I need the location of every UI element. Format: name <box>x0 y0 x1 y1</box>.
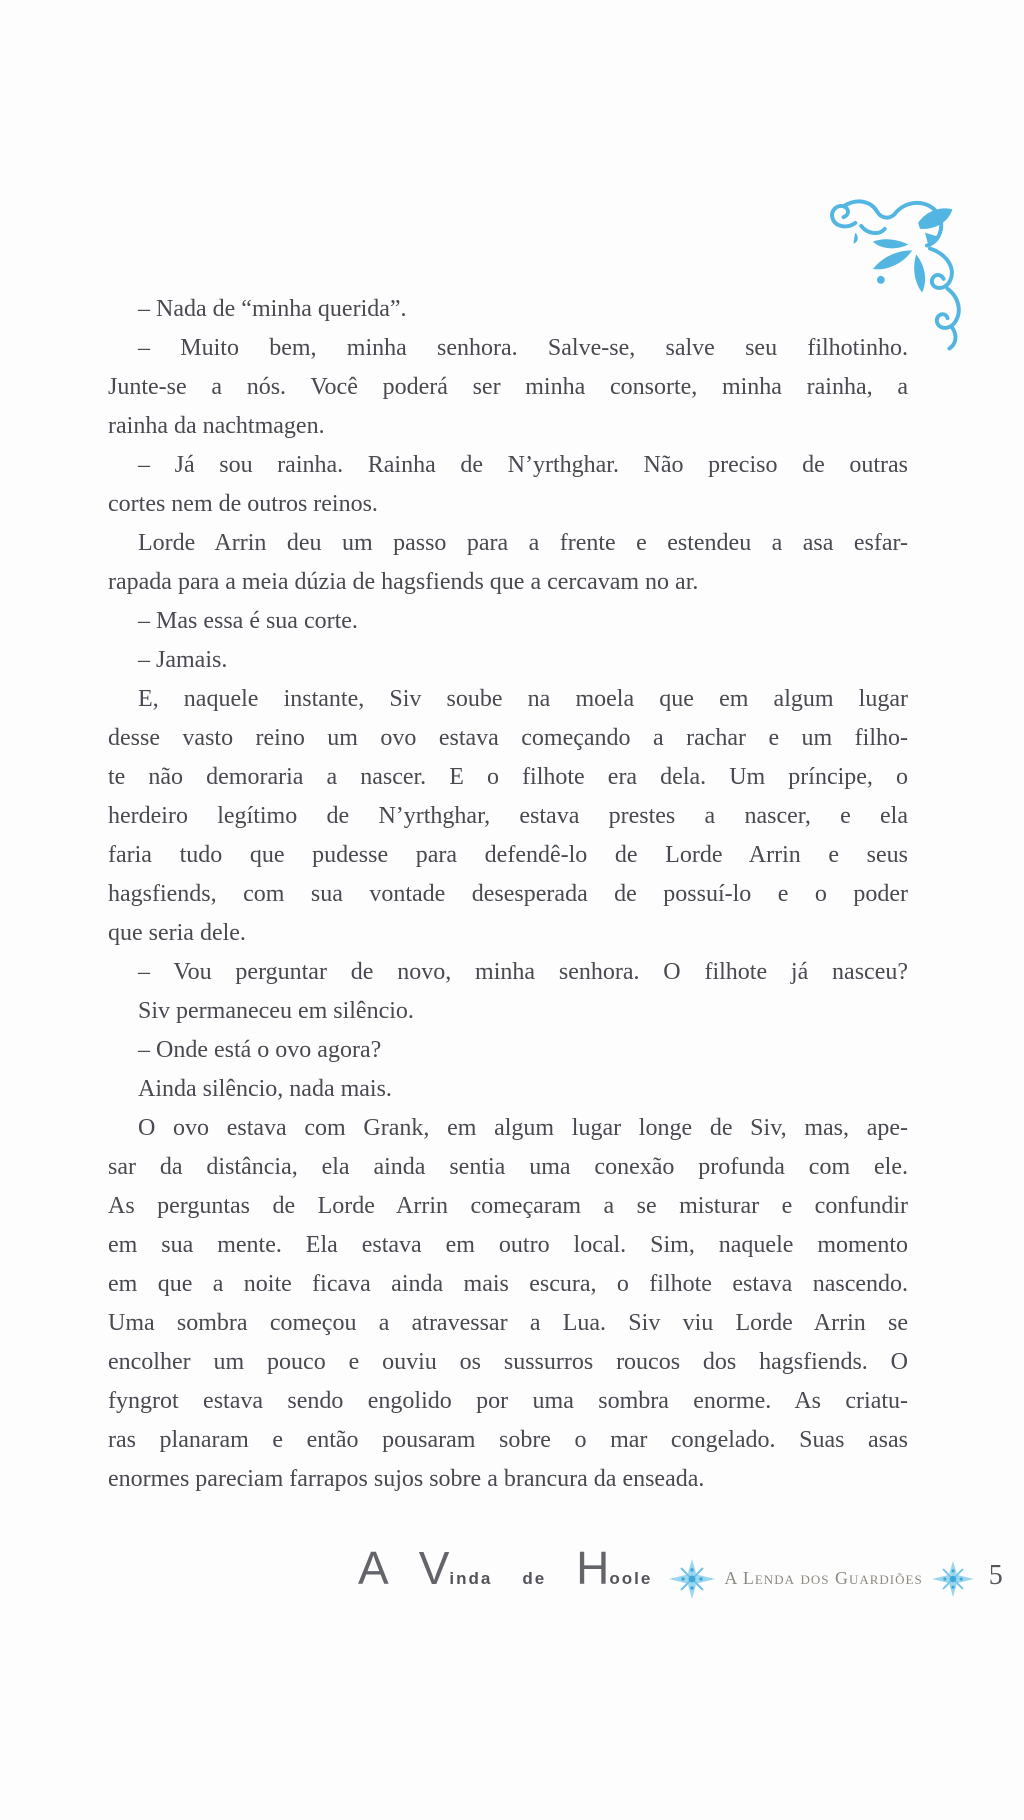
text-line: O ovo estava com Grank, em algum lugar longe de Siv, mas, ape- <box>138 1115 908 1141</box>
text-block <box>108 290 908 1499</box>
text-line: Uma sombra começou a atravessar a Lua. Siv viu Lorde Arrin se <box>108 1310 908 1336</box>
paragraph <box>108 290 908 329</box>
text-line: – Nada de “minha querida”. <box>138 296 407 322</box>
text-line: rainha da nachtmagen. <box>108 413 325 439</box>
text-line: rapada para a meia dúzia de hagsfiends que a cercavam no ar. <box>108 569 699 595</box>
paragraph <box>108 524 908 602</box>
series-title: A Lenda dos Guardiões <box>724 1568 923 1588</box>
snowflake-icon <box>931 1559 975 1604</box>
text-line: te não demoraria a nascer. E o filhote era dela. Um príncipe, o <box>108 764 908 790</box>
paragraph <box>108 602 908 641</box>
text-line: em que a noite ficava ainda mais escura, o filhote estava nascendo. <box>108 1271 908 1297</box>
text-line: fyngrot estava sendo engolido por uma sombra enorme. As criatu- <box>108 1388 908 1414</box>
text-line: – Já sou rainha. Rainha de N’yrthghar. Não preciso de outras <box>138 452 908 478</box>
book-title-initial: A <box>358 1542 389 1594</box>
paragraph <box>108 641 908 680</box>
paragraph <box>108 953 908 992</box>
text-line: ras planaram e então pousaram sobre o mar congelado. Suas asas <box>108 1427 908 1453</box>
paragraph <box>108 446 908 524</box>
paragraph <box>108 1070 908 1109</box>
paragraph <box>108 680 908 953</box>
text-line: encolher um pouco e ouviu os sussurros roucos dos hagsfiends. O <box>108 1349 908 1375</box>
text-line: herdeiro legítimo de N’yrthghar, estava prestes a nascer, e ela <box>108 803 908 829</box>
text-line: Junte-se a nós. Você poderá ser minha consorte, minha rainha, a <box>108 374 908 400</box>
paragraph <box>108 1031 908 1070</box>
text-line: – Onde está o ovo agora? <box>138 1037 382 1063</box>
text-line: sar da distância, ela ainda sentia uma conexão profunda com ele. <box>108 1154 908 1180</box>
paragraph <box>108 1109 908 1499</box>
text-line: – Muito bem, minha senhora. Salve-se, salve seu filhotinho. <box>138 335 908 361</box>
text-line: Siv permaneceu em silêncio. <box>138 998 414 1024</box>
page-footer <box>358 1542 1003 1597</box>
text-line: faria tudo que pudesse para defendê-lo de Lorde Arrin e seus <box>108 842 908 868</box>
page-number: 5 <box>988 1560 1003 1591</box>
text-line: que seria dele. <box>108 920 246 946</box>
text-line: enormes pareciam farrapos sujos sobre a brancura da enseada. <box>108 1466 705 1492</box>
text-line: em sua mente. Ela estava em outro local. Sim, naquele momento <box>108 1232 908 1258</box>
text-line: – Jamais. <box>138 647 228 673</box>
text-line: – Vou perguntar de novo, minha senhora. O filhote já nasceu? <box>138 959 908 985</box>
text-line: As perguntas de Lorde Arrin começaram a se misturar e confundir <box>108 1193 908 1219</box>
text-line: hagsfiends, com sua vontade desesperada de possuí-lo e o poder <box>108 881 908 907</box>
paragraph <box>108 992 908 1031</box>
paragraph <box>108 329 908 446</box>
text-line: cortes nem de outros reinos. <box>108 491 378 517</box>
snowflake-icon <box>668 1557 716 1606</box>
text-line: – Mas essa é sua corte. <box>138 608 358 634</box>
text-line: Ainda silêncio, nada mais. <box>138 1076 392 1102</box>
text-line: desse vasto reino um ovo estava começando a rachar e um filho- <box>108 725 908 751</box>
text-line: E, naquele instante, Siv soube na moela que em algum lugar <box>138 686 908 712</box>
book-title: A V inda de H oole <box>358 1542 653 1594</box>
text-line: Lorde Arrin deu um passo para a frente e estendeu a asa esfar- <box>138 530 908 556</box>
